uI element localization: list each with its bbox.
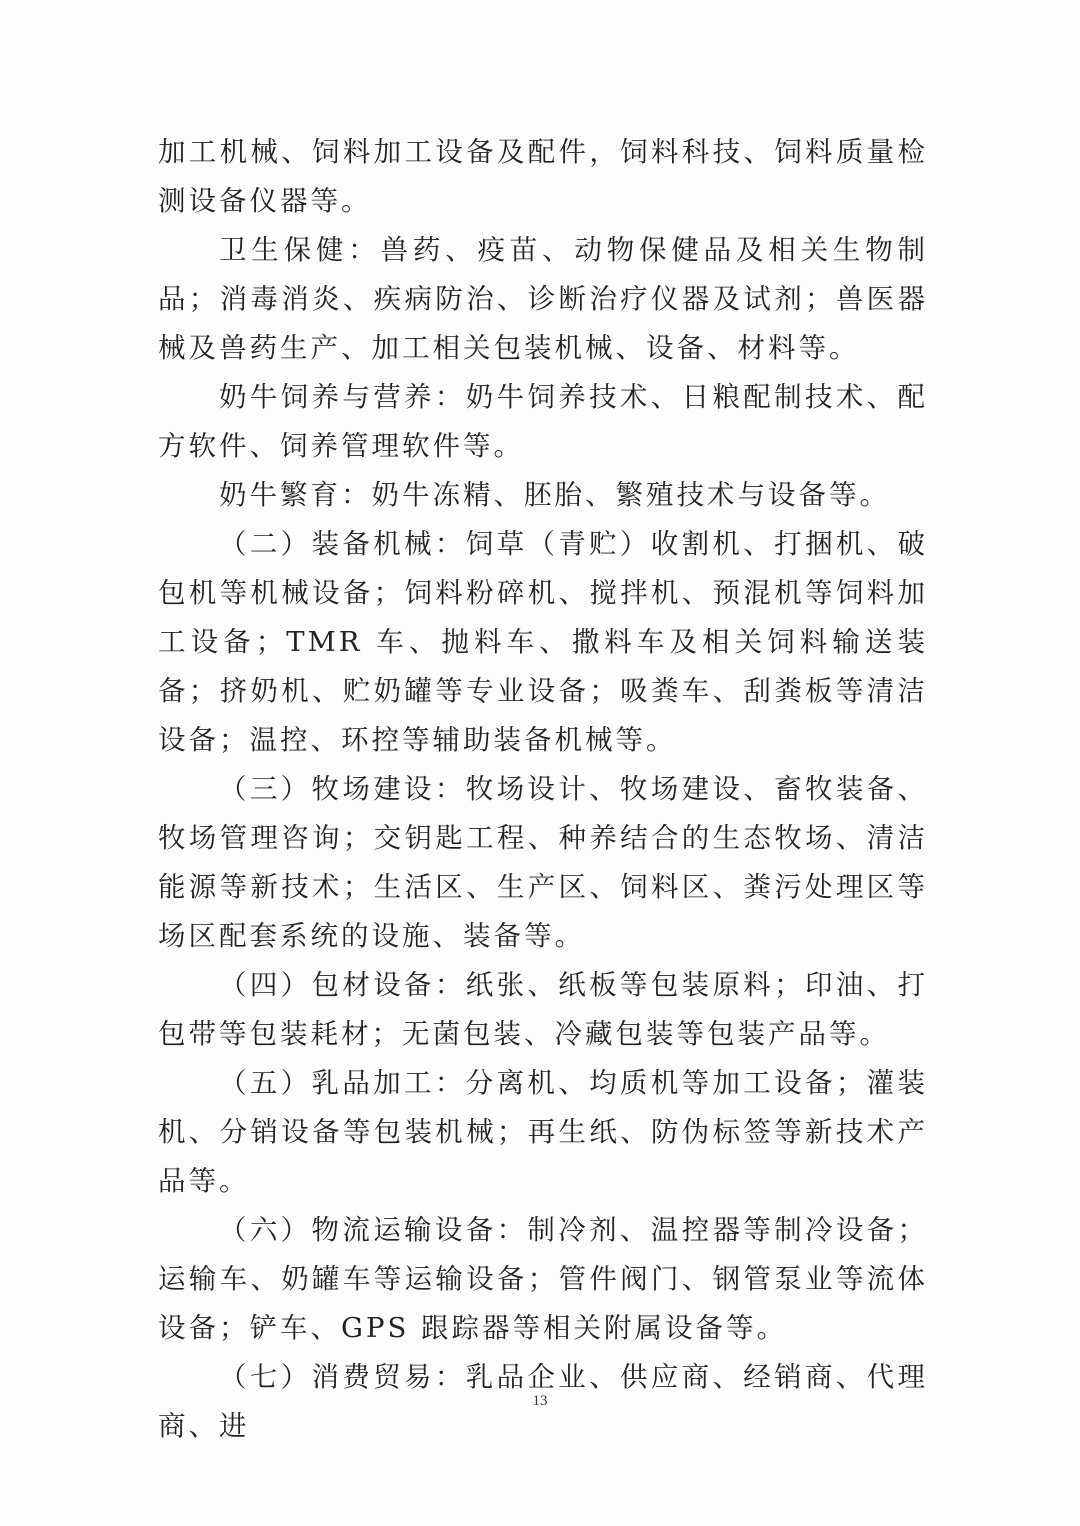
paragraph-logistics-equipment: （六）物流运输设备：制冷剂、温控器等制冷设备；运输车、奶罐车等运输设备；管件阀门、钢管泵业等流体设备；铲车、GPS 跟踪器等相关附属设备等。: [158, 1214, 928, 1344]
paragraph-continuation: 加工机械、饲料加工设备及配件，饲料科技、饲料质量检测设备仪器等。: [158, 136, 928, 217]
paragraph-equipment-machinery: （二）装备机械：饲草（青贮）收割机、打捆机、破包机等机械设备；饲料粉碎机、搅拌机、预混机等饲料加工设备；TMR 车、抛料车、撒料车及相关饲料输送装备；挤奶机、贮奶罐等专业设备；吸粪车、刮粪板等清洁设备；温控、环控等辅助装备机械等。: [158, 528, 928, 756]
paragraph-breeding: 奶牛繁育：奶牛冻精、胚胎、繁殖技术与设备等。: [219, 479, 890, 511]
body-text: [158, 128, 928, 1451]
paragraph-health-care: 卫生保健：兽药、疫苗、动物保健品及相关生物制品；消毒消炎、疾病防治、诊断治疗仪器及试剂；兽医器械及兽药生产、加工相关包装机械、设备、材料等。: [158, 234, 928, 364]
page-number: 13: [532, 1393, 548, 1409]
paragraph-ranch-construction: （三）牧场建设：牧场设计、牧场建设、畜牧装备、牧场管理咨询；交钥匙工程、种养结合的生态牧场、清洁能源等新技术；生活区、生产区、饲料区、粪污处理区等场区配套系统的设施、装备等。: [158, 773, 928, 952]
paragraph-packaging-equipment: （四）包材设备：纸张、纸板等包装原料；印油、打包带等包装耗材；无菌包装、冷藏包装等包装产品等。: [158, 969, 928, 1050]
paragraph-consumer-trade: （七）消费贸易：乳品企业、供应商、经销商、代理商、进: [158, 1361, 928, 1442]
paragraph-dairy-processing: （五）乳品加工：分离机、均质机等加工设备；灌装机、分销设备等包装机械；再生纸、防伪标签等新技术产品等。: [158, 1067, 928, 1197]
paragraph-feeding-nutrition: 奶牛饲养与营养：奶牛饲养技术、日粮配制技术、配方软件、饲养管理软件等。: [158, 381, 928, 462]
